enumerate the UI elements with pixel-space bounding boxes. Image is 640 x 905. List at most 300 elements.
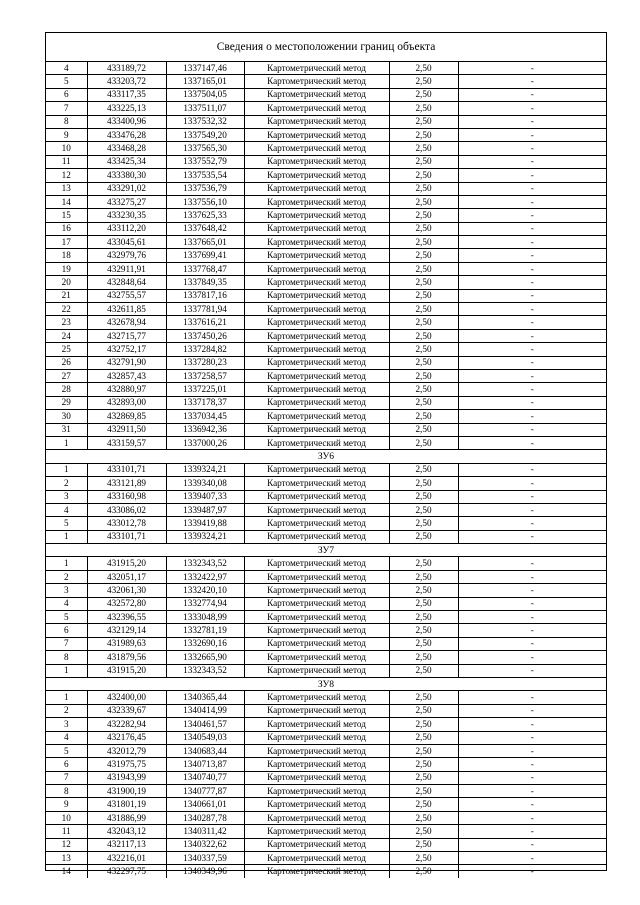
description-cell: - — [458, 436, 606, 449]
coord-y-cell: 1337549,20 — [166, 128, 244, 141]
accuracy-cell: 2,50 — [389, 169, 458, 182]
description-cell: - — [458, 744, 606, 757]
table-row — [46, 396, 606, 409]
table-row — [46, 142, 606, 155]
coord-x-cell: 432848,64 — [87, 276, 166, 289]
description-cell: - — [458, 691, 606, 704]
description-cell: - — [458, 463, 606, 476]
table-row — [46, 195, 606, 208]
table-row — [46, 584, 606, 597]
coord-y-cell: 1332343,52 — [166, 664, 244, 677]
coord-x-cell: 433291,02 — [87, 182, 166, 195]
accuracy-cell: 2,50 — [389, 75, 458, 88]
method-cell: Картометрический метод — [244, 289, 389, 302]
accuracy-cell: 2,50 — [389, 155, 458, 168]
table-row — [46, 316, 606, 329]
method-cell: Картометрический метод — [244, 155, 389, 168]
coord-y-cell: 1337552,79 — [166, 155, 244, 168]
accuracy-cell: 2,50 — [389, 142, 458, 155]
point-number-cell: 12 — [46, 169, 87, 182]
table-row — [46, 517, 606, 530]
coord-y-cell: 1339324,21 — [166, 530, 244, 543]
coord-x-cell: 433117,35 — [87, 88, 166, 101]
method-cell: Картометрический метод — [244, 785, 389, 798]
method-cell: Картометрический метод — [244, 852, 389, 865]
point-number-cell: 14 — [46, 195, 87, 208]
description-cell: - — [458, 503, 606, 516]
description-cell: - — [458, 557, 606, 570]
coord-x-cell: 433101,71 — [87, 463, 166, 476]
table-row — [46, 102, 606, 115]
description-cell: - — [458, 102, 606, 115]
table-row — [46, 691, 606, 704]
point-number-cell: 10 — [46, 811, 87, 824]
coord-x-cell: 433425,34 — [87, 155, 166, 168]
accuracy-cell: 2,50 — [389, 798, 458, 811]
method-cell: Картометрический метод — [244, 517, 389, 530]
accuracy-cell: 2,50 — [389, 865, 458, 878]
accuracy-cell: 2,50 — [389, 209, 458, 222]
table-row — [46, 369, 606, 382]
table-row — [46, 704, 606, 717]
description-cell: - — [458, 209, 606, 222]
accuracy-cell: 2,50 — [389, 289, 458, 302]
coord-y-cell: 1337768,47 — [166, 262, 244, 275]
coord-y-cell: 1340549,03 — [166, 731, 244, 744]
accuracy-cell: 2,50 — [389, 557, 458, 570]
point-number-cell: 29 — [46, 396, 87, 409]
point-number-cell: 14 — [46, 865, 87, 878]
method-cell: Картометрический метод — [244, 343, 389, 356]
accuracy-cell: 2,50 — [389, 852, 458, 865]
description-cell: - — [458, 128, 606, 141]
accuracy-cell: 2,50 — [389, 115, 458, 128]
coord-y-cell: 1337532,32 — [166, 115, 244, 128]
point-number-cell: 1 — [46, 557, 87, 570]
accuracy-cell: 2,50 — [389, 718, 458, 731]
method-cell: Картометрический метод — [244, 75, 389, 88]
point-number-cell: 12 — [46, 838, 87, 851]
section-label: ЗУ7 — [46, 544, 606, 557]
coord-x-cell: 432678,94 — [87, 316, 166, 329]
method-cell: Картометрический метод — [244, 369, 389, 382]
coord-y-cell: 1332781,19 — [166, 624, 244, 637]
description-cell: - — [458, 249, 606, 262]
method-cell: Картометрический метод — [244, 838, 389, 851]
coord-x-cell: 433112,20 — [87, 222, 166, 235]
coord-y-cell: 1332420,10 — [166, 584, 244, 597]
coord-x-cell: 433476,28 — [87, 128, 166, 141]
coord-x-cell: 432043,12 — [87, 825, 166, 838]
coord-y-cell: 1337817,16 — [166, 289, 244, 302]
coord-x-cell: 432061,30 — [87, 584, 166, 597]
method-cell: Картометрический метод — [244, 329, 389, 342]
point-number-cell: 8 — [46, 115, 87, 128]
coord-x-cell: 432051,17 — [87, 570, 166, 583]
description-cell: - — [458, 75, 606, 88]
point-number-cell: 26 — [46, 356, 87, 369]
accuracy-cell: 2,50 — [389, 744, 458, 757]
coord-y-cell: 1337284,82 — [166, 343, 244, 356]
coord-y-cell: 1337781,94 — [166, 303, 244, 316]
accuracy-cell: 2,50 — [389, 236, 458, 249]
point-number-cell: 6 — [46, 624, 87, 637]
point-number-cell: 28 — [46, 383, 87, 396]
point-number-cell: 2 — [46, 704, 87, 717]
point-number-cell: 20 — [46, 276, 87, 289]
coord-y-cell: 1337665,01 — [166, 236, 244, 249]
method-cell: Картометрический метод — [244, 557, 389, 570]
table-row — [46, 838, 606, 851]
table-row — [46, 249, 606, 262]
accuracy-cell: 2,50 — [389, 423, 458, 436]
table-row — [46, 771, 606, 784]
coord-y-cell: 1339324,21 — [166, 463, 244, 476]
table-row — [46, 410, 606, 423]
coord-y-cell: 1332690,16 — [166, 637, 244, 650]
table-row — [46, 731, 606, 744]
table-row — [46, 624, 606, 637]
coord-y-cell: 1339419,88 — [166, 517, 244, 530]
point-number-cell: 5 — [46, 75, 87, 88]
coord-x-cell: 433230,35 — [87, 209, 166, 222]
accuracy-cell: 2,50 — [389, 102, 458, 115]
point-number-cell: 6 — [46, 758, 87, 771]
coord-y-cell: 1337536,79 — [166, 182, 244, 195]
table-row — [46, 865, 606, 878]
description-cell: - — [458, 611, 606, 624]
accuracy-cell: 2,50 — [389, 62, 458, 75]
coord-x-cell: 432857,43 — [87, 369, 166, 382]
description-cell: - — [458, 865, 606, 878]
description-cell: - — [458, 396, 606, 409]
method-cell: Картометрический метод — [244, 356, 389, 369]
point-number-cell: 7 — [46, 637, 87, 650]
method-cell: Картометрический метод — [244, 423, 389, 436]
point-number-cell: 7 — [46, 771, 87, 784]
coord-x-cell: 432791,90 — [87, 356, 166, 369]
point-number-cell: 17 — [46, 236, 87, 249]
table-row — [46, 436, 606, 449]
method-cell: Картометрический метод — [244, 731, 389, 744]
point-number-cell: 4 — [46, 503, 87, 516]
table-row — [46, 115, 606, 128]
accuracy-cell: 2,50 — [389, 611, 458, 624]
accuracy-cell: 2,50 — [389, 624, 458, 637]
accuracy-cell: 2,50 — [389, 651, 458, 664]
point-number-cell: 3 — [46, 584, 87, 597]
accuracy-cell: 2,50 — [389, 758, 458, 771]
coord-x-cell: 432396,55 — [87, 611, 166, 624]
accuracy-cell: 2,50 — [389, 182, 458, 195]
description-cell: - — [458, 182, 606, 195]
coord-y-cell: 1332422,97 — [166, 570, 244, 583]
point-number-cell: 1 — [46, 664, 87, 677]
method-cell: Картометрический метод — [244, 383, 389, 396]
point-number-cell: 18 — [46, 249, 87, 262]
method-cell: Картометрический метод — [244, 490, 389, 503]
table-row — [46, 75, 606, 88]
point-number-cell: 11 — [46, 155, 87, 168]
table-row — [46, 570, 606, 583]
description-cell: - — [458, 530, 606, 543]
coord-x-cell: 433380,30 — [87, 169, 166, 182]
table-row — [46, 236, 606, 249]
accuracy-cell: 2,50 — [389, 691, 458, 704]
accuracy-cell: 2,50 — [389, 436, 458, 449]
coord-y-cell: 1340365,44 — [166, 691, 244, 704]
description-cell: - — [458, 383, 606, 396]
table-row — [46, 276, 606, 289]
point-number-cell: 4 — [46, 597, 87, 610]
coord-x-cell: 432297,75 — [87, 865, 166, 878]
section-row — [46, 544, 606, 557]
accuracy-cell: 2,50 — [389, 490, 458, 503]
method-cell: Картометрический метод — [244, 142, 389, 155]
description-cell: - — [458, 785, 606, 798]
coord-x-cell: 432176,45 — [87, 731, 166, 744]
table-row — [46, 718, 606, 731]
table-row — [46, 637, 606, 650]
coord-x-cell: 431989,63 — [87, 637, 166, 650]
coord-x-cell: 431943,99 — [87, 771, 166, 784]
section-row — [46, 677, 606, 690]
table-row — [46, 852, 606, 865]
coord-x-cell: 432282,94 — [87, 718, 166, 731]
description-cell: - — [458, 329, 606, 342]
accuracy-cell: 2,50 — [389, 463, 458, 476]
table-row — [46, 155, 606, 168]
point-number-cell: 9 — [46, 128, 87, 141]
table-row — [46, 343, 606, 356]
coord-x-cell: 432869,85 — [87, 410, 166, 423]
point-number-cell: 16 — [46, 222, 87, 235]
point-number-cell: 2 — [46, 570, 87, 583]
coord-y-cell: 1337625,33 — [166, 209, 244, 222]
method-cell: Картометрический метод — [244, 249, 389, 262]
method-cell: Картометрический метод — [244, 718, 389, 731]
section-label: ЗУ8 — [46, 677, 606, 690]
description-cell: - — [458, 597, 606, 610]
coord-y-cell: 1337535,54 — [166, 169, 244, 182]
coord-x-cell: 432012,79 — [87, 744, 166, 757]
coord-x-cell: 431879,56 — [87, 651, 166, 664]
accuracy-cell: 2,50 — [389, 262, 458, 275]
boundary-points-table — [46, 62, 606, 878]
coord-x-cell: 433159,57 — [87, 436, 166, 449]
point-number-cell: 7 — [46, 102, 87, 115]
point-number-cell: 30 — [46, 410, 87, 423]
accuracy-cell: 2,50 — [389, 410, 458, 423]
coord-y-cell: 1340414,99 — [166, 704, 244, 717]
table-row — [46, 503, 606, 516]
description-cell: - — [458, 838, 606, 851]
coord-y-cell: 1337511,07 — [166, 102, 244, 115]
point-number-cell: 27 — [46, 369, 87, 382]
coord-x-cell: 432911,50 — [87, 423, 166, 436]
description-cell: - — [458, 356, 606, 369]
description-cell: - — [458, 731, 606, 744]
method-cell: Картометрический метод — [244, 195, 389, 208]
description-cell: - — [458, 664, 606, 677]
description-cell: - — [458, 651, 606, 664]
coord-y-cell: 1340322,62 — [166, 838, 244, 851]
description-cell: - — [458, 798, 606, 811]
point-number-cell: 5 — [46, 517, 87, 530]
method-cell: Картометрический метод — [244, 410, 389, 423]
table-row — [46, 557, 606, 570]
coord-x-cell: 431900,19 — [87, 785, 166, 798]
table-row — [46, 785, 606, 798]
description-cell: - — [458, 704, 606, 717]
method-cell: Картометрический метод — [244, 102, 389, 115]
coord-y-cell: 1337648,42 — [166, 222, 244, 235]
method-cell: Картометрический метод — [244, 115, 389, 128]
method-cell: Картометрический метод — [244, 276, 389, 289]
description-cell: - — [458, 303, 606, 316]
description-cell: - — [458, 115, 606, 128]
coord-x-cell: 432979,76 — [87, 249, 166, 262]
point-number-cell: 9 — [46, 798, 87, 811]
coord-y-cell: 1337849,35 — [166, 276, 244, 289]
coord-y-cell: 1337565,30 — [166, 142, 244, 155]
method-cell: Картометрический метод — [244, 463, 389, 476]
accuracy-cell: 2,50 — [389, 838, 458, 851]
coord-y-cell: 1340349,96 — [166, 865, 244, 878]
description-cell: - — [458, 490, 606, 503]
coord-y-cell: 1337178,37 — [166, 396, 244, 409]
accuracy-cell: 2,50 — [389, 731, 458, 744]
coord-x-cell: 433189,72 — [87, 62, 166, 75]
point-number-cell: 22 — [46, 303, 87, 316]
description-cell: - — [458, 155, 606, 168]
coord-y-cell: 1337556,10 — [166, 195, 244, 208]
accuracy-cell: 2,50 — [389, 664, 458, 677]
point-number-cell: 1 — [46, 463, 87, 476]
accuracy-cell: 2,50 — [389, 530, 458, 543]
point-number-cell: 13 — [46, 182, 87, 195]
table-row — [46, 262, 606, 275]
method-cell: Картометрический метод — [244, 182, 389, 195]
description-cell: - — [458, 62, 606, 75]
description-cell: - — [458, 423, 606, 436]
description-cell: - — [458, 369, 606, 382]
method-cell: Картометрический метод — [244, 798, 389, 811]
table-row — [46, 463, 606, 476]
page-title: Сведения о местоположении границ объекта — [46, 33, 606, 62]
method-cell: Картометрический метод — [244, 811, 389, 824]
table-row — [46, 798, 606, 811]
coord-y-cell: 1337165,01 — [166, 75, 244, 88]
method-cell: Картометрический метод — [244, 611, 389, 624]
coord-y-cell: 1337504,05 — [166, 88, 244, 101]
coord-y-cell: 1337258,57 — [166, 369, 244, 382]
point-number-cell: 5 — [46, 611, 87, 624]
method-cell: Картометрический метод — [244, 128, 389, 141]
accuracy-cell: 2,50 — [389, 517, 458, 530]
point-number-cell: 2 — [46, 477, 87, 490]
table-row — [46, 490, 606, 503]
coord-x-cell: 433225,13 — [87, 102, 166, 115]
description-cell: - — [458, 624, 606, 637]
point-number-cell: 19 — [46, 262, 87, 275]
method-cell: Картометрический метод — [244, 62, 389, 75]
method-cell: Картометрический метод — [244, 570, 389, 583]
method-cell: Картометрический метод — [244, 503, 389, 516]
coord-y-cell: 1340740,77 — [166, 771, 244, 784]
coord-y-cell: 1337147,46 — [166, 62, 244, 75]
description-cell: - — [458, 477, 606, 490]
accuracy-cell: 2,50 — [389, 597, 458, 610]
coord-x-cell: 432911,91 — [87, 262, 166, 275]
method-cell: Картометрический метод — [244, 651, 389, 664]
accuracy-cell: 2,50 — [389, 584, 458, 597]
coord-x-cell: 433045,61 — [87, 236, 166, 249]
coord-y-cell: 1340683,44 — [166, 744, 244, 757]
point-number-cell: 8 — [46, 785, 87, 798]
section-row — [46, 450, 606, 463]
description-cell: - — [458, 88, 606, 101]
description-cell: - — [458, 758, 606, 771]
coord-x-cell: 432880,97 — [87, 383, 166, 396]
coord-y-cell: 1337450,26 — [166, 329, 244, 342]
table-row — [46, 611, 606, 624]
description-cell: - — [458, 142, 606, 155]
point-number-cell: 31 — [46, 423, 87, 436]
method-cell: Картометрический метод — [244, 758, 389, 771]
coord-x-cell: 431915,20 — [87, 557, 166, 570]
point-number-cell: 10 — [46, 142, 87, 155]
document-frame — [45, 32, 607, 877]
accuracy-cell: 2,50 — [389, 316, 458, 329]
point-number-cell: 1 — [46, 436, 87, 449]
table-body — [46, 62, 606, 878]
coord-x-cell: 432339,67 — [87, 704, 166, 717]
description-cell: - — [458, 718, 606, 731]
coord-y-cell: 1332774,94 — [166, 597, 244, 610]
table-row — [46, 329, 606, 342]
method-cell: Картометрический метод — [244, 637, 389, 650]
point-number-cell: 4 — [46, 731, 87, 744]
table-row — [46, 651, 606, 664]
accuracy-cell: 2,50 — [389, 771, 458, 784]
table-row — [46, 289, 606, 302]
description-cell: - — [458, 169, 606, 182]
table-row — [46, 356, 606, 369]
coord-y-cell: 1332343,52 — [166, 557, 244, 570]
table-row — [46, 303, 606, 316]
description-cell: - — [458, 276, 606, 289]
description-cell: - — [458, 852, 606, 865]
table-row — [46, 811, 606, 824]
accuracy-cell: 2,50 — [389, 383, 458, 396]
coord-x-cell: 431886,99 — [87, 811, 166, 824]
table-row — [46, 88, 606, 101]
coord-x-cell: 433400,96 — [87, 115, 166, 128]
method-cell: Картометрический метод — [244, 169, 389, 182]
accuracy-cell: 2,50 — [389, 704, 458, 717]
coord-x-cell: 431915,20 — [87, 664, 166, 677]
point-number-cell: 13 — [46, 852, 87, 865]
coord-y-cell: 1340461,57 — [166, 718, 244, 731]
table-row — [46, 62, 606, 75]
point-number-cell: 4 — [46, 62, 87, 75]
method-cell: Картометрический метод — [244, 691, 389, 704]
accuracy-cell: 2,50 — [389, 637, 458, 650]
method-cell: Картометрический метод — [244, 477, 389, 490]
method-cell: Картометрический метод — [244, 209, 389, 222]
point-number-cell: 24 — [46, 329, 87, 342]
